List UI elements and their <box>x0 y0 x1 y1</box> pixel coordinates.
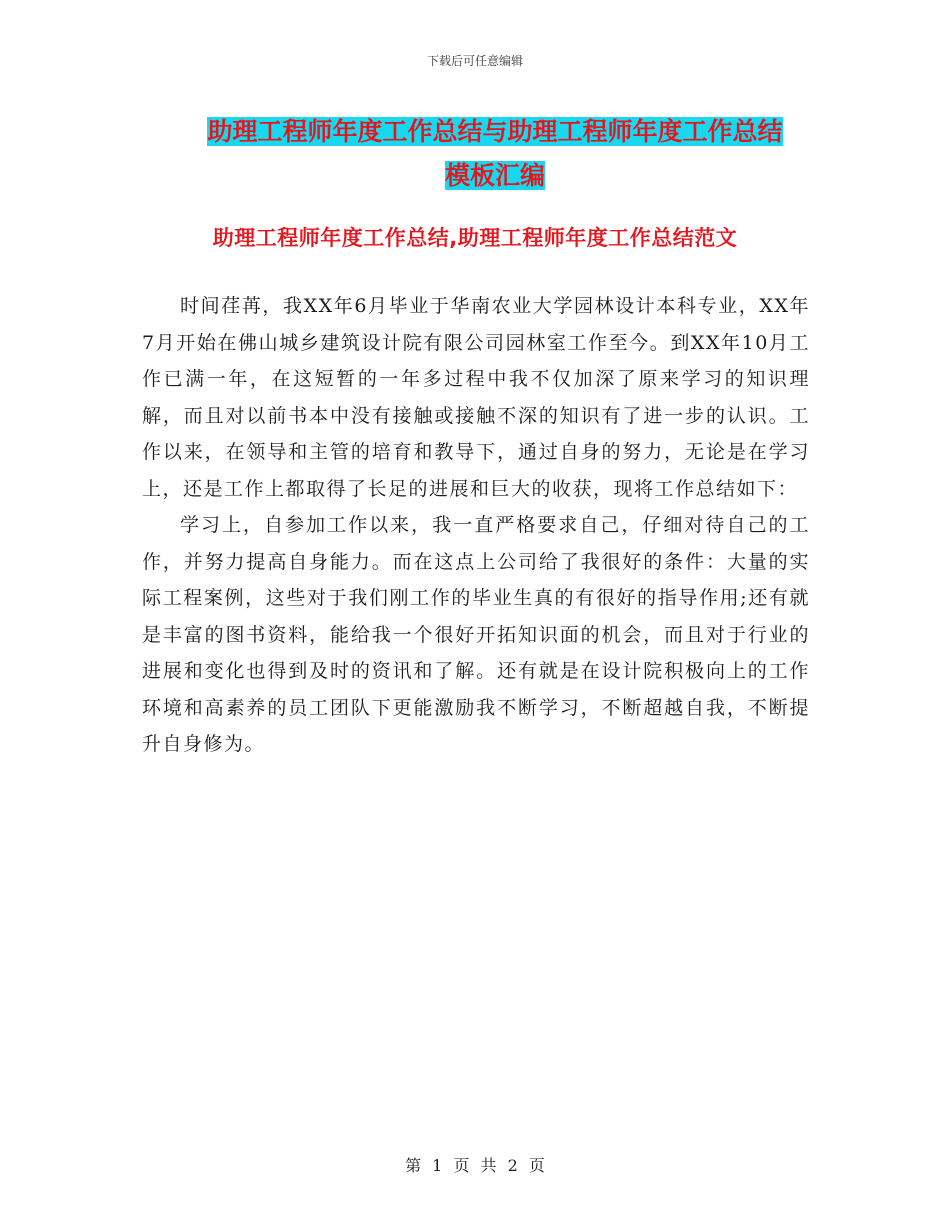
document-title-line-1: 助理工程师年度工作总结与助理工程师年度工作总结 <box>207 117 783 146</box>
document-title-line-2: 模板汇编 <box>444 161 545 190</box>
page-number: 第 1 页 共 2 页 <box>405 1156 545 1175</box>
document-body <box>142 288 810 763</box>
paragraph-1: 时间荏苒，我XX年6月毕业于华南农业大学园林设计本科专业，XX年7月开始在佛山城乡建筑设计院有限公司园林室工作至今。到XX年10月工作已满一年，在这短暂的一年多过程中我不仅加深了原来学习的知识理解，而且对以前书本中没有接触或接触不深的知识有了进一步的认识。工作以来，在领导和主管的培育和教导下，通过自身的努力，无论是在学习上，还是工作上都取得了长足的进展和巨大的收获，现将工作总结如下： <box>142 295 810 500</box>
document-subtitle: 助理工程师年度工作总结,助理工程师年度工作总结范文 <box>212 226 738 250</box>
document-title <box>145 110 845 198</box>
paragraph-2: 学习上，自参加工作以来，我一直严格要求自己，仔细对待自己的工作，并努力提高自身能力。而在这点上公司给了我很好的条件：大量的实际工程案例，这些对于我们刚工作的毕业生真的有很好的指导作用;还有就是丰富的图书资料，能给我一个很好开拓知识面的机会，而且对于行业的进展和变化也得到及时的资讯和了解。还有就是在设计院积极向上的工作环境和高素养的员工团队下更能激励我不断学习，不断超越自我，不断提升自身修为。 <box>142 514 810 755</box>
page-header-note: 下载后可任意编辑 <box>426 54 523 68</box>
